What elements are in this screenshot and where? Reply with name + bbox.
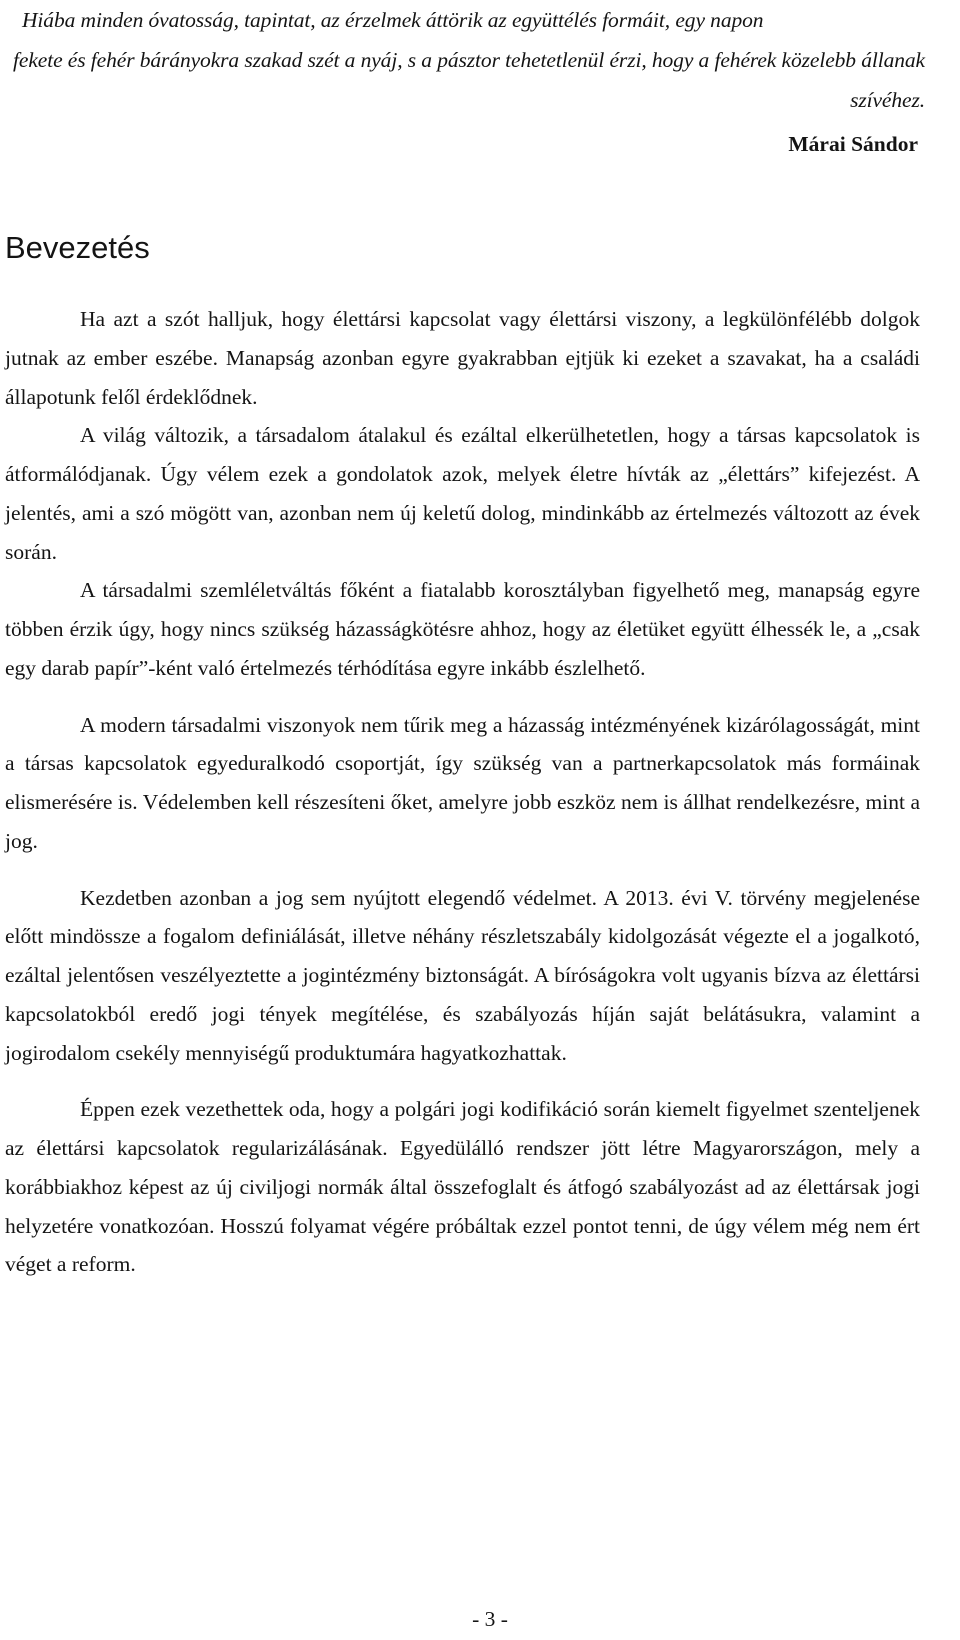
body-text (5, 300, 920, 1284)
section-heading: Bevezetés (5, 230, 150, 265)
paragraph-modern-relations: A modern társadalmi viszonyok nem tűrik meg a házasság intézményének kizárólagosságát, mint a társas kapcsolatok egyeduralkodó csoportját, így szükség van a partnerkapcsolatok más formáinak elismerésére is. Védelemben kell részesíteni őket, amelyre jobb eszköz nem is állhat rendelkezésre, mint a jog. (5, 712, 920, 853)
paragraph-intro: Ha azt a szót halljuk, hogy élettársi kapcsolat vagy élettársi viszony, a legkülönfélébb dolgok jutnak az ember eszébe. Manapság azonban egyre gyakrabban ejtjük ki ezeket a szavakat, ha a családi állapotunk felől érdeklődnek. (5, 307, 920, 409)
page-number: - 3 - (472, 1607, 508, 1631)
motto-first-line: Hiába minden óvatosság, tapintat, az érzelmek áttörik az együttélés formáit, egy napon (22, 8, 764, 32)
paragraph-codification: Éppen ezek vezethettek oda, hogy a polgári jogi kodifikáció során kiemelt figyelmet szenteljenek az élettársi kapcsolatok regularizálásának. Egyedülálló rendszer jött létre Magyarországon, mely a korábbiakhoz képest az új civiljogi normák által összefoglalt és átfogó szabályozást ad az élettársak jogi helyzetére vonatkozóan. Hosszú folyamat végére próbáltak ezzel pontot tenni, de úgy vélem még nem ért véget a reform. (5, 1097, 920, 1277)
paragraph-changing-world: A világ változik, a társadalom átalakul és ezáltal elkerülhetetlen, hogy a társas kapcsolatok is átformálódjanak. Úgy vélem ezek a gondolatok azok, melyek életre hívták az „élettárs” kifejezést. A jelentés, ami a szó mögött van, azonban nem új keletű dolog, mindinkább az értelmezés változott az évek során. (5, 423, 920, 564)
motto-author: Márai Sándor (788, 132, 918, 156)
motto-rest: fekete és fehér bárányokra szakad szét a nyáj, s a pásztor tehetetlenül érzi, hogy a fehérek közelebb állanak szívéhez. (13, 48, 925, 112)
paragraph-social-shift: A társadalmi szemléletváltás főként a fiatalabb korosztályban figyelhető meg, manapság egyre többen érzik úgy, hogy nincs szükség házasságkötésre ahhoz, hogy az életüket együtt élhessék le, a „csak egy darab papír”-ként való értelmezés térhódítása egyre inkább észlelhető. (5, 578, 920, 680)
motto-quote (0, 0, 925, 120)
paragraph-legal-history: Kezdetben azonban a jog sem nyújtott elegendő védelmet. A 2013. évi V. törvény megjelenése előtt mindössze a fogalom definiálását, illetve néhány részletszabály kidolgozását végezte el a jogalkotó, ezáltal jelentősen veszélyeztette a jogintézmény biztonságát. A bíróságokra volt ugyanis bízva az élettársi kapcsolatokból eredő jogi tények megítélése, és szabályozás híján saját belátásukra, valamint a jogirodalom csekély mennyiségű produktumára hagyatkozhattak. (5, 885, 920, 1065)
